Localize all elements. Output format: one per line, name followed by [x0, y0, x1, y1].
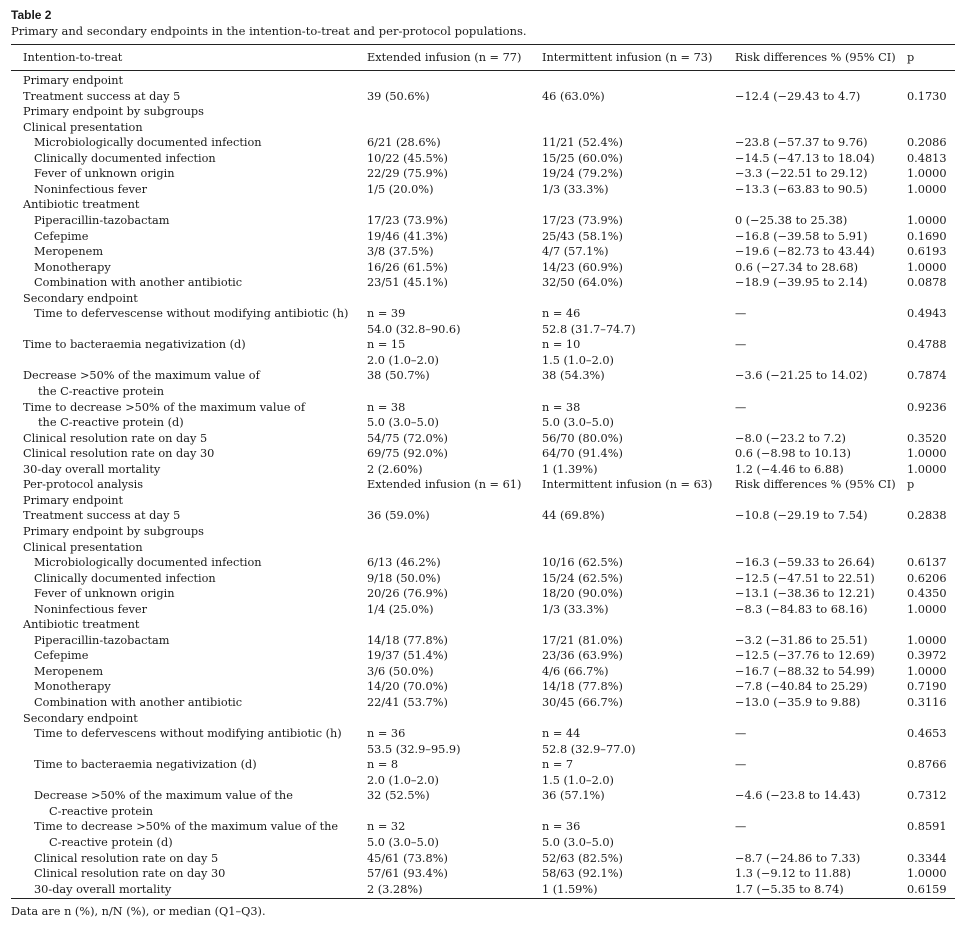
table-cell: −19.6 (−82.73 to 43.44) [735, 245, 875, 259]
table-cell: 57/61 (93.4%) [367, 867, 448, 881]
row-label: Time to bacteraemia negativization (d) [34, 758, 257, 772]
row-label [34, 835, 173, 851]
table-cell: −12.5 (−37.76 to 12.69) [735, 649, 875, 663]
table-cell: 17/21 (81.0%) [542, 633, 623, 647]
table-cell: 1.0000 [907, 867, 947, 881]
row-label [34, 804, 153, 820]
table-cell: 0.1730 [907, 89, 947, 103]
table-cell: −18.9 (−39.95 to 2.14) [735, 276, 868, 290]
table-cell: −23.8 (−57.37 to 9.76) [735, 136, 868, 150]
header-cell: Extended infusion (n = 77) [367, 51, 522, 64]
table-cell: 1.5 (1.0–2.0) [542, 353, 614, 367]
table-cell: 18/20 (90.0%) [542, 587, 623, 601]
table-cell: 1.0000 [907, 462, 947, 476]
table-cell: 5.0 (3.0–5.0) [367, 416, 439, 430]
table-cell: 0.4943 [907, 307, 947, 321]
row-label: Microbiologically documented infection [34, 136, 262, 150]
table-cell: 0.3344 [907, 851, 947, 865]
table-cell: 54/75 (72.0%) [367, 431, 448, 445]
row-label: Meropenem [34, 664, 104, 678]
table-cell: 0.4350 [907, 587, 947, 601]
table-cell: — [735, 727, 747, 741]
row-label: Cefepime [34, 649, 89, 663]
table-cell: 0.6 (−8.98 to 10.13) [735, 447, 851, 461]
table-cell: n = 38 [367, 400, 406, 414]
table-cell: 17/23 (73.9%) [542, 213, 623, 227]
table-cell: 45/61 (73.8%) [367, 851, 448, 865]
table-cell: 52.8 (32.9–77.0) [542, 742, 636, 756]
table-cell: 4/6 (66.7%) [542, 664, 609, 678]
table-cell: 0.0878 [907, 276, 947, 290]
row-label-continuation: the C-reactive protein (d) [38, 416, 184, 430]
table-cell: 36 (59.0%) [367, 509, 430, 523]
row-label: Cefepime [34, 229, 89, 243]
table-cell: 30/45 (66.7%) [542, 696, 623, 709]
row-label: Clinical resolution rate on day 5 [23, 431, 208, 445]
table-cell: 2 (2.60%) [367, 462, 423, 476]
row-label: Piperacillin-tazobactam [34, 213, 170, 227]
table-cell: 46 (63.0%) [542, 89, 605, 103]
table-cell: 0.4653 [907, 727, 947, 741]
table-cell: 6/21 (28.6%) [367, 136, 441, 150]
table-cell: 17/23 (73.9%) [367, 213, 448, 227]
row-label: Treatment success at day 5 [23, 509, 181, 523]
table-cell: 1/5 (20.0%) [367, 182, 434, 196]
table-cell: 10/22 (45.5%) [367, 151, 448, 165]
row-label: Primary endpoint by subgroups [23, 524, 204, 538]
table-cell: 14/20 (70.0%) [367, 680, 448, 694]
table-cell: 38 (54.3%) [542, 369, 605, 383]
table-cell: — [735, 307, 747, 321]
table-cell: −12.5 (−47.51 to 22.51) [735, 571, 875, 585]
table-cell: — [735, 400, 747, 414]
header-cell: Risk differences % (95% CI) [735, 51, 896, 64]
table-cell: 1/3 (33.3%) [542, 182, 609, 196]
table-cell: 0.8766 [907, 758, 947, 772]
table-cell: n = 38 [542, 400, 581, 414]
table-cell: 0.4813 [907, 151, 947, 165]
table-cell: n = 15 [367, 338, 406, 352]
table-cell: 52/63 (82.5%) [542, 851, 623, 865]
row-label: Time to defervescense without modifying antibiotic (h) [34, 307, 349, 321]
row-label-continuation: C-reactive protein [49, 804, 153, 818]
table-cell: 1.0000 [907, 260, 947, 274]
row-label [23, 415, 184, 431]
table-cell: 56/70 (80.0%) [542, 431, 623, 445]
row-label: Clinical resolution rate on day 30 [23, 447, 215, 461]
table-cell: 32 (52.5%) [367, 789, 430, 803]
row-label: Clinical presentation [23, 120, 143, 134]
table-cell: 14/18 (77.8%) [542, 680, 623, 694]
table-cell: n = 36 [367, 727, 406, 741]
row-label: Clinical presentation [23, 540, 143, 554]
table-cell: n = 39 [367, 307, 406, 321]
table-cell: 0 (−25.38 to 25.38) [735, 213, 848, 227]
row-label: Antibiotic treatment [23, 618, 140, 632]
table-cell: 1/4 (25.0%) [367, 602, 434, 616]
table-cell: −16.7 (−88.32 to 54.99) [735, 664, 875, 678]
table-cell: 23/51 (45.1%) [367, 276, 448, 290]
row-label: Clinically documented infection [34, 571, 216, 585]
table-cell: 0.6206 [907, 571, 947, 585]
table-cell: 1.2 (−4.46 to 6.88) [735, 462, 844, 476]
table-cell: — [735, 758, 747, 772]
table-cell: n = 8 [367, 758, 399, 772]
table-cell: −7.8 (−40.84 to 25.29) [735, 680, 868, 694]
table-cell: 20/26 (76.9%) [367, 587, 448, 601]
table-cell: 38 (50.7%) [367, 369, 430, 383]
row-label-continuation: C-reactive protein (d) [49, 835, 173, 849]
table-cell: −8.3 (−84.83 to 68.16) [735, 602, 868, 616]
table-cell: 1 (1.39%) [542, 462, 598, 476]
table-cell: 16/26 (61.5%) [367, 260, 448, 274]
table-cell: −8.7 (−24.86 to 7.33) [735, 851, 861, 865]
row-label: 30-day overall mortality [23, 462, 161, 476]
table-cell: 0.6193 [907, 245, 947, 259]
table-cell: 9/18 (50.0%) [367, 571, 441, 585]
table-cell: 52.8 (31.7–74.7) [542, 322, 636, 336]
table-cell: 5.0 (3.0–5.0) [367, 835, 439, 849]
table-cell: 36 (57.1%) [542, 789, 605, 803]
header-rule [11, 70, 955, 71]
top-rule [11, 44, 955, 45]
table-cell: 4/7 (57.1%) [542, 245, 609, 259]
table-cell: n = 36 [542, 820, 581, 834]
row-label: Noninfectious fever [34, 182, 147, 196]
table-cell: 1 (1.59%) [542, 882, 598, 896]
row-label: Per-protocol analysis [23, 478, 144, 492]
table-cell: 0.8591 [907, 820, 947, 834]
table-cell: 11/21 (52.4%) [542, 136, 623, 150]
table-cell: 19/46 (41.3%) [367, 229, 448, 243]
table-cell: 0.3116 [907, 696, 947, 709]
table-cell: 1.0000 [907, 602, 947, 616]
row-label: Clinical resolution rate on day 30 [34, 867, 226, 881]
bottom-rule [11, 898, 955, 899]
table-cell: 32/50 (64.0%) [542, 276, 623, 290]
table-cell: −3.2 (−31.86 to 25.51) [735, 633, 868, 647]
table-cell: 69/75 (92.0%) [367, 447, 448, 461]
table-cell: Risk differences % (95% CI) [735, 478, 896, 492]
table-cell: — [735, 820, 747, 834]
row-label: Primary endpoint by subgroups [23, 105, 204, 119]
table-cell: −16.3 (−59.33 to 26.64) [735, 556, 875, 570]
table-cell: 0.1690 [907, 229, 947, 243]
row-label: Secondary endpoint [23, 291, 138, 305]
table-cell: 0.2838 [907, 509, 947, 523]
table-cell: 1.0000 [907, 213, 947, 227]
table-cell: −14.5 (−47.13 to 18.04) [735, 151, 875, 165]
header-cell: p [907, 51, 915, 64]
row-label: Primary endpoint [23, 493, 124, 507]
row-label: Monotherapy [34, 680, 111, 694]
table-cell: 5.0 (3.0–5.0) [542, 835, 614, 849]
row-label: Microbiologically documented infection [34, 556, 262, 570]
table-cell: n = 44 [542, 727, 581, 741]
table-cell: 0.4788 [907, 338, 947, 352]
table-cell: 25/43 (58.1%) [542, 229, 623, 243]
table-cell: −8.0 (−23.2 to 7.2) [735, 431, 846, 445]
table-cell: n = 32 [367, 820, 406, 834]
table-cell: — [735, 338, 747, 352]
row-label [23, 384, 164, 400]
table-cell: 0.7190 [907, 680, 947, 694]
table-cell: 58/63 (92.1%) [542, 867, 623, 881]
table-cell: −12.4 (−29.43 to 4.7) [735, 89, 861, 103]
table-cell: −3.3 (−22.51 to 29.12) [735, 167, 868, 181]
table-cell: 44 (69.8%) [542, 509, 605, 523]
table-cell: 0.6159 [907, 882, 947, 896]
row-label: Noninfectious fever [34, 602, 147, 616]
table-cell: 14/23 (60.9%) [542, 260, 623, 274]
table-cell: n = 46 [542, 307, 581, 321]
row-label: Treatment success at day 5 [23, 89, 181, 103]
table-cell: 2.0 (1.0–2.0) [367, 353, 439, 367]
table-cell: 3/8 (37.5%) [367, 245, 434, 259]
row-label: Fever of unknown origin [34, 167, 175, 181]
table-cell: 0.7312 [907, 789, 947, 803]
row-label: Combination with another antibiotic [34, 276, 243, 290]
table-label: Table 2 [11, 8, 52, 22]
header-cell: Intention-to-treat [23, 51, 123, 64]
table-cell: −4.6 (−23.8 to 14.43) [735, 789, 861, 803]
table-cell: −13.3 (−63.83 to 90.5) [735, 182, 868, 196]
table-caption: Primary and secondary endpoints in the intention-to-treat and per-protocol populations. [11, 24, 527, 38]
table-cell: 0.6137 [907, 556, 947, 570]
table-cell: 3/6 (50.0%) [367, 664, 434, 678]
row-label: Clinically documented infection [34, 151, 216, 165]
row-label: Primary endpoint [23, 74, 124, 87]
table-cell: 1.0000 [907, 182, 947, 196]
table-footnote: Data are n (%), n/N (%), or median (Q1–Q3). [11, 905, 266, 918]
table-cell: 14/18 (77.8%) [367, 633, 448, 647]
row-label-continuation: the C-reactive protein [38, 385, 165, 398]
table-cell: 1.0000 [907, 167, 947, 181]
row-label: Time to bacteraemia negativization (d) [23, 338, 246, 352]
table-cell: 15/25 (60.0%) [542, 151, 623, 165]
table-cell: 22/41 (53.7%) [367, 696, 448, 709]
table-cell: 0.7874 [907, 369, 947, 383]
table-cell: 0.3972 [907, 649, 947, 663]
table-cell: 54.0 (32.8–90.6) [367, 322, 461, 336]
table-cell: 0.6 (−27.34 to 28.68) [735, 260, 859, 274]
row-label: Time to decrease >50% of the maximum value of the [34, 820, 339, 834]
table-cell: 53.5 (32.9–95.9) [367, 742, 461, 756]
row-label: Secondary endpoint [23, 711, 138, 725]
table-cell: 6/13 (46.2%) [367, 556, 441, 570]
table-cell: 64/70 (91.4%) [542, 447, 623, 461]
row-label: Decrease >50% of the maximum value of the [34, 789, 293, 803]
table-cell: 2 (3.28%) [367, 882, 423, 896]
table-cell: −16.8 (−39.58 to 5.91) [735, 229, 868, 243]
table-cell: 1.0000 [907, 664, 947, 678]
table-cell: 23/36 (63.9%) [542, 649, 623, 663]
row-label: Time to decrease >50% of the maximum value of [23, 400, 306, 414]
row-label: 30-day overall mortality [34, 882, 172, 896]
table-cell: 5.0 (3.0–5.0) [542, 416, 614, 430]
table-cell: 0.9236 [907, 400, 947, 414]
table-cell: 0.3520 [907, 431, 947, 445]
table-cell: Extended infusion (n = 61) [367, 478, 522, 492]
table-cell: n = 10 [542, 338, 581, 352]
table-cell: 15/24 (62.5%) [542, 571, 623, 585]
table-cell: p [907, 478, 915, 492]
table-cell: 19/24 (79.2%) [542, 167, 623, 181]
table-cell: 1/3 (33.3%) [542, 602, 609, 616]
table-cell: 1.0000 [907, 633, 947, 647]
table-cell: 2.0 (1.0–2.0) [367, 773, 439, 787]
row-label: Decrease >50% of the maximum value of [23, 369, 260, 383]
table-cell: 39 (50.6%) [367, 89, 430, 103]
table-cell: n = 7 [542, 758, 574, 772]
row-label: Antibiotic treatment [23, 198, 140, 212]
row-label: Fever of unknown origin [34, 587, 175, 601]
row-label: Piperacillin-tazobactam [34, 633, 170, 647]
row-label: Meropenem [34, 245, 104, 259]
row-label: Combination with another antibiotic [34, 696, 243, 709]
table-cell: −13.0 (−35.9 to 9.88) [735, 696, 861, 709]
row-label: Time to defervescens without modifying antibiotic (h) [34, 727, 342, 741]
header-cell: Intermittent infusion (n = 73) [542, 51, 713, 64]
table-cell: 19/37 (51.4%) [367, 649, 448, 663]
row-label: Monotherapy [34, 260, 111, 274]
table-cell: 1.5 (1.0–2.0) [542, 773, 614, 787]
table-cell: 1.0000 [907, 447, 947, 461]
table-cell: 1.7 (−5.35 to 8.74) [735, 882, 844, 896]
table-cell: −13.1 (−38.36 to 12.21) [735, 587, 875, 601]
row-label: Clinical resolution rate on day 5 [34, 851, 219, 865]
table-cell: 1.3 (−9.12 to 11.88) [735, 867, 851, 881]
table-cell: Intermittent infusion (n = 63) [542, 478, 713, 492]
table-cell: 22/29 (75.9%) [367, 167, 448, 181]
table-cell: 0.2086 [907, 136, 947, 150]
table-cell: 10/16 (62.5%) [542, 556, 623, 570]
table-cell: −3.6 (−21.25 to 14.02) [735, 369, 868, 383]
table-cell: −10.8 (−29.19 to 7.54) [735, 509, 868, 523]
